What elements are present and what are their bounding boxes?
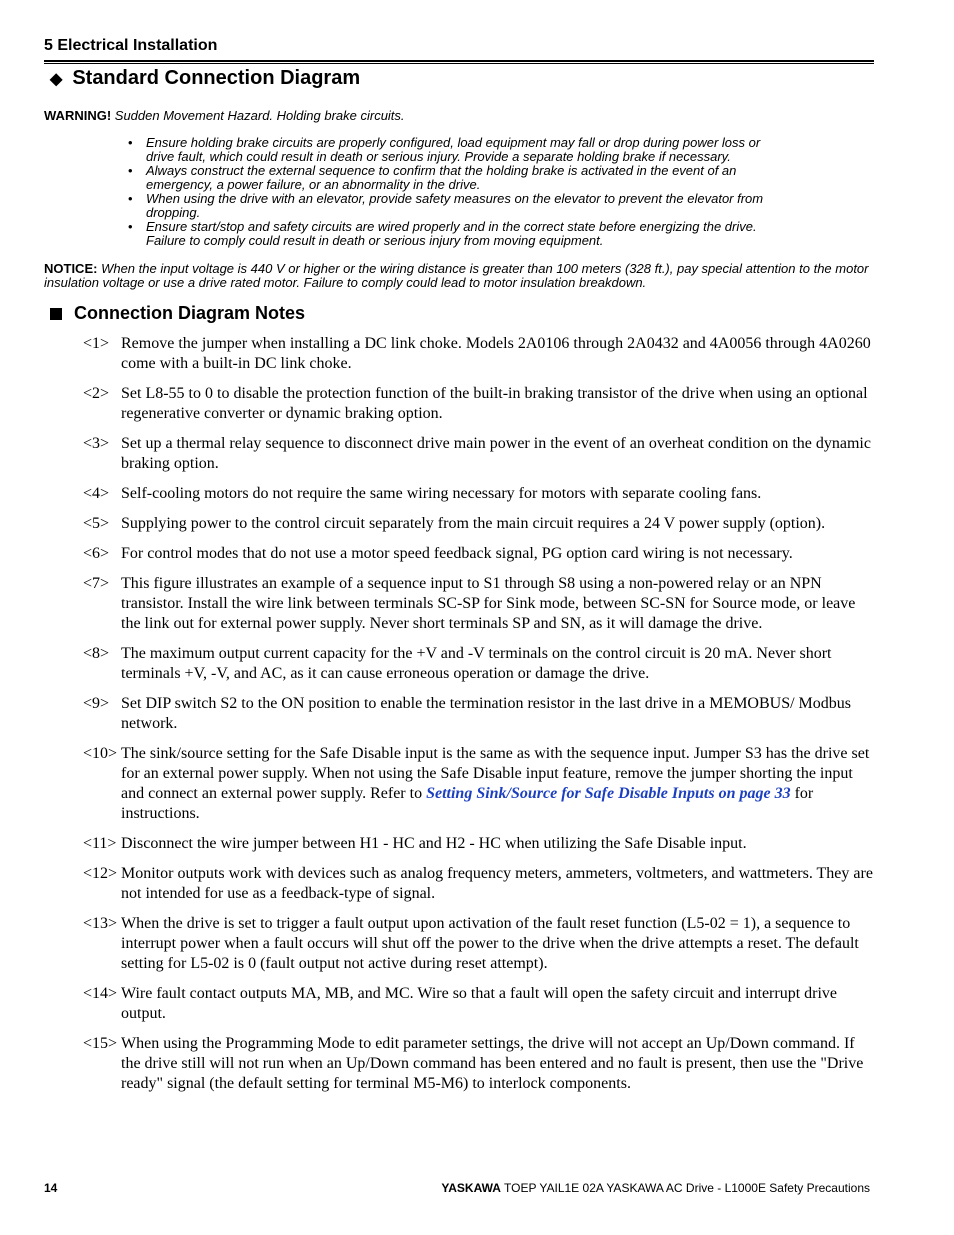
note-text-after: for instructions. xyxy=(121,785,814,822)
note-item xyxy=(83,484,878,504)
note-text: Wire fault contact outputs MA, MB, and MC. Wire so that a fault will open the safety circuit and interrupt drive output. xyxy=(121,985,838,1022)
note-item xyxy=(83,984,878,1024)
note-item xyxy=(83,914,878,974)
note-number: <6> xyxy=(83,545,110,562)
notice-lead: NOTICE: xyxy=(44,261,98,276)
warning-item: • Ensure start/stop and safety circuits are wired properly and in the correct state before energizing the drive. Failure to comply could result in death or serious injury from moving equipment. xyxy=(128,219,757,248)
warning-list xyxy=(128,136,788,248)
note-number: <10> xyxy=(83,745,118,762)
warning-item: • Always construct the external sequence to confirm that the holding brake is activated in the event of an emergency, a power failure, or an abnormality in the drive. xyxy=(128,163,737,192)
note-item xyxy=(83,334,878,374)
note-text: Remove the jumper when installing a DC link choke. Models 2A0106 through 2A0432 and 4A0056 through 4A0260 come with a built-in DC link choke. xyxy=(121,335,871,372)
document-footer xyxy=(441,1181,870,1195)
bullet-icon: • xyxy=(128,219,133,234)
note-text: Set DIP switch S2 to the ON position to enable the termination resistor in the last drive in a MEMOBUS/ Modbus network. xyxy=(121,695,852,732)
note-number: <11> xyxy=(83,835,117,852)
note-item xyxy=(83,744,878,824)
note-text: When using the Programming Mode to edit parameter settings, the drive will not accept an Up/Down command. If the drive still will not run when an Up/Down command has been entered and no fault is present, then use the "Drive ready" signal (the default setting for terminal M5-M6) to interlock components. xyxy=(121,1035,864,1092)
note-number: <4> xyxy=(83,485,110,502)
section-title-text: Standard Connection Diagram xyxy=(72,67,361,89)
notes-list xyxy=(83,334,878,1104)
note-text: When the drive is set to trigger a fault output upon activation of the fault reset function (L5-02 = 1), a sequence to interrupt power when a fault occurs will shut off the power to the drive when the drive attempts a reset. The default setting for L5-02 is 0 (fault output not active during reset attempt). xyxy=(121,915,859,972)
warning-lead: WARNING! xyxy=(44,108,112,123)
note-item xyxy=(83,434,878,474)
note-item xyxy=(83,574,878,634)
note-text: For control modes that do not use a motor speed feedback signal, PG option card wiring is not necessary. xyxy=(121,545,793,562)
bullet-icon: • xyxy=(128,163,133,178)
warning-item: • Ensure holding brake circuits are properly configured, load equipment may fall or drop during power loss or drive fault, which could result in death or serious injury. Provide a separate holding brake if necessary. xyxy=(128,135,761,164)
note-item xyxy=(83,544,878,564)
square-bullet-icon xyxy=(50,308,62,320)
subsection-title-text: Connection Diagram Notes xyxy=(74,303,306,323)
subsection-title xyxy=(50,303,305,324)
note-number: <3> xyxy=(83,435,110,452)
warning-item: • When using the drive with an elevator, provide safety measures on the elevator to prevent the elevator from dropping. xyxy=(128,191,764,220)
diamond-icon: ◆ xyxy=(50,70,63,88)
notice-statement xyxy=(44,262,879,290)
note-item xyxy=(83,694,878,734)
note-number: <14> xyxy=(83,985,118,1002)
note-text: Set up a thermal relay sequence to disconnect drive main power in the event of an overheat condition on the dynamic braking option. xyxy=(121,435,871,472)
note-text: The maximum output current capacity for the +V and -V terminals on the control circuit is 20 mA. Never short terminals +V, -V, and AC, as it can cause erroneous operation or damage the drive. xyxy=(121,645,832,682)
warning-statement xyxy=(44,108,405,123)
warning-text: Sudden Movement Hazard. Holding brake circuits. xyxy=(111,108,405,123)
notice-text: When the input voltage is 440 V or higher or the wiring distance is greater than 100 meters (328 ft.), pay special attention to the motor insulation voltage or use a drive rated motor. Failure to comply could lead to motor insulation breakdown. xyxy=(44,261,869,290)
note-text: Disconnect the wire jumper between H1 - HC and H2 - HC when utilizing the Safe Disable input. xyxy=(121,835,747,852)
chapter-heading: 5 Electrical Installation xyxy=(44,37,218,54)
note-item xyxy=(83,514,878,534)
note-text: This figure illustrates an example of a sequence input to S1 through S8 using a non-powered relay or an NPN transistor. Install the wire link between terminals SC-SP for Sink mode, between SC-SN for Source mode, or leave the link out for external power supply. Never short terminals SP and SN, as it will damage the drive. xyxy=(121,575,856,632)
section-title xyxy=(50,67,360,90)
note-number: <7> xyxy=(83,575,110,592)
note-item xyxy=(83,1034,878,1094)
note-text: Supplying power to the control circuit separately from the main circuit requires a 24 V power supply (option). xyxy=(121,515,826,532)
bullet-icon: • xyxy=(128,135,133,150)
note-item xyxy=(83,644,878,684)
note-number: <12> xyxy=(83,865,118,882)
note-number: <15> xyxy=(83,1035,118,1052)
cross-reference-link[interactable]: Setting Sink/Source for Safe Disable Inputs on page 33 xyxy=(426,785,791,802)
note-number: <9> xyxy=(83,695,110,712)
bullet-icon: • xyxy=(128,191,133,206)
note-number: <13> xyxy=(83,915,118,932)
note-text: Set L8-55 to 0 to disable the protection function of the built-in braking transistor of the drive when using an optional regenerative converter or dynamic braking option. xyxy=(121,385,868,422)
brand-name: YASKAWA xyxy=(441,1181,501,1195)
note-item xyxy=(83,864,878,904)
page-number: 14 xyxy=(44,1181,58,1195)
note-item xyxy=(83,384,878,424)
document-title: TOEP YAIL1E 02A YASKAWA AC Drive - L1000E Safety Precautions xyxy=(500,1181,870,1195)
note-number: <1> xyxy=(83,335,110,352)
note-number: <5> xyxy=(83,515,110,532)
chapter-rule xyxy=(44,60,874,64)
note-text: Self-cooling motors do not require the same wiring necessary for motors with separate cooling fans. xyxy=(121,485,762,502)
note-text: The sink/source setting for the Safe Disable input is the same as with the sequence input. Jumper S3 has the drive set for an external power supply. When not using the Safe Disable input feature, remove the jumper shorting the input and connect an external power supply. Refer to xyxy=(121,745,870,802)
note-number: <8> xyxy=(83,645,110,662)
note-number: <2> xyxy=(83,385,110,402)
note-item xyxy=(83,834,878,854)
note-text: Monitor outputs work with devices such as analog frequency meters, ammeters, voltmeters, and wattmeters. They are not intended for use as a feedback-type of signal. xyxy=(121,865,873,902)
